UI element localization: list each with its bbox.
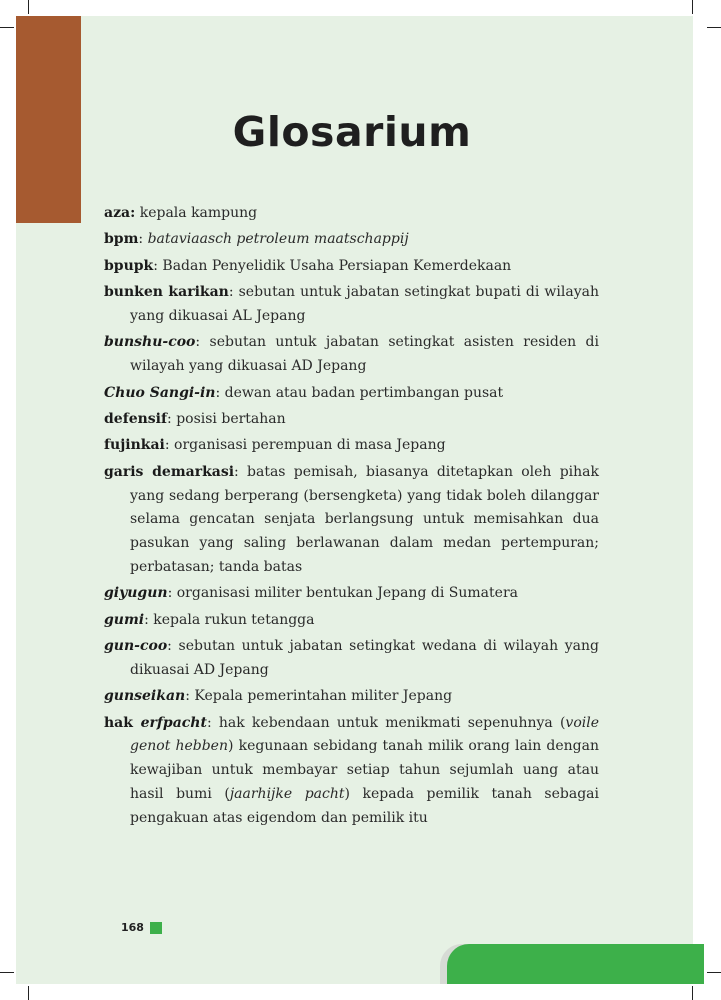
- glossary-definition: : organisasi militer bentukan Jepang di Sumatera: [167, 585, 518, 602]
- glossary-term: gunseikan: [104, 688, 186, 705]
- glossary-term: bpm: [104, 231, 139, 248]
- crop-mark: [0, 27, 14, 28]
- glossary-entry: [104, 331, 599, 379]
- footer-band: [447, 944, 704, 984]
- glossary-definition: ) kepada pemilik tanah sebagai pengakuan atas eigendom dan pemilik itu: [130, 786, 599, 826]
- glossary-definition: : Kepala pemerintahan militer Jepang: [185, 688, 453, 705]
- glossary-entry: [104, 712, 599, 831]
- glossary-entry: [104, 228, 599, 252]
- glossary-entry: [104, 582, 599, 606]
- crop-mark: [692, 986, 693, 1000]
- glossary-definition: : batas pemisah, biasanya ditetapkan oleh pihak yang sedang berperang (bersengketa) yang tidak boleh dilanggar selama gencatan senjata berlangsung untuk memisahkan dua pasukan yang saling berlawanan dalam medan pertempuran; perbatasan; tanda batas: [130, 463, 599, 575]
- crop-mark: [692, 0, 693, 14]
- glossary-list: [104, 202, 599, 833]
- glossary-term-italic-part: erfpacht: [140, 714, 207, 731]
- glossary-term: bunken karikan: [104, 284, 229, 301]
- glossary-definition: bataviaasch petroleum maatschappij: [147, 231, 409, 248]
- glossary-entry: [104, 609, 599, 633]
- glossary-entry: [104, 685, 599, 709]
- page-title: Glosarium: [232, 108, 472, 156]
- glossary-term: defensif: [104, 410, 168, 427]
- glossary-definition: : kepala rukun tetangga: [144, 611, 315, 628]
- glossary-entry: [104, 202, 599, 226]
- glossary-term: gun-coo: [104, 638, 168, 655]
- glossary-definition: : Badan Penyelidik Usaha Persiapan Kemerdekaan: [153, 257, 512, 274]
- crop-mark: [0, 972, 14, 973]
- glossary-term: aza:: [104, 205, 136, 221]
- glossary-definition: : organisasi perempuan di masa Jepang: [164, 437, 446, 454]
- glossary-definition: :: [138, 231, 148, 248]
- glossary-definition: : dewan atau badan pertimbangan pusat: [215, 384, 504, 401]
- glossary-definition: : sebutan untuk jabatan setingkat bupati di wilayah yang dikuasai AL Jepang: [130, 284, 599, 324]
- glossary-term: giyugun: [104, 585, 168, 602]
- chapter-side-tab: [16, 16, 81, 223]
- glossary-definition: : posisi bertahan: [167, 410, 286, 427]
- glossary-term: bunshu-coo: [104, 334, 196, 351]
- crop-mark: [28, 986, 29, 1000]
- glossary-definition: : sebutan untuk jabatan setingkat asisten residen di wilayah yang dikuasai AD Jepang: [130, 334, 599, 375]
- glossary-entry: [104, 281, 599, 329]
- glossary-entry: [104, 255, 599, 279]
- glossary-definition: ) kegunaan sebidang tanah milik orang lain dengan kewajiban untuk membayar setiap tahun sejumlah uang atau hasil bumi (: [130, 738, 600, 803]
- glossary-term: garis demarkasi: [104, 463, 235, 480]
- glossary-entry: [104, 434, 599, 458]
- glossary-term: hak: [104, 714, 141, 731]
- glossary-term: fujinkai: [104, 437, 165, 454]
- glossary-entry: [104, 635, 599, 683]
- glossary-term: Chuo Sangi-in: [104, 384, 216, 401]
- glossary-definition: kepala kampung: [135, 205, 258, 221]
- glossary-entry: [104, 408, 599, 432]
- glossary-term: gumi: [104, 611, 145, 628]
- glossary-definition: : hak kebendaan untuk menikmati sepenuhnya (: [206, 714, 566, 731]
- glossary-entry: [104, 382, 599, 406]
- glossary-term: bpupk: [104, 257, 154, 274]
- crop-mark: [707, 972, 721, 973]
- page-number-marker: [150, 922, 162, 934]
- crop-mark: [707, 27, 721, 28]
- page-number: 168: [121, 921, 144, 934]
- glossary-entry: [104, 461, 599, 580]
- crop-mark: [28, 0, 29, 14]
- glossary-definition: : sebutan untuk jabatan setingkat wedana di wilayah yang dikuasai AD Jepang: [130, 638, 599, 678]
- glossary-definition: voile genot hebben: [130, 714, 599, 755]
- glossary-definition: jaarhijke pacht: [229, 786, 345, 803]
